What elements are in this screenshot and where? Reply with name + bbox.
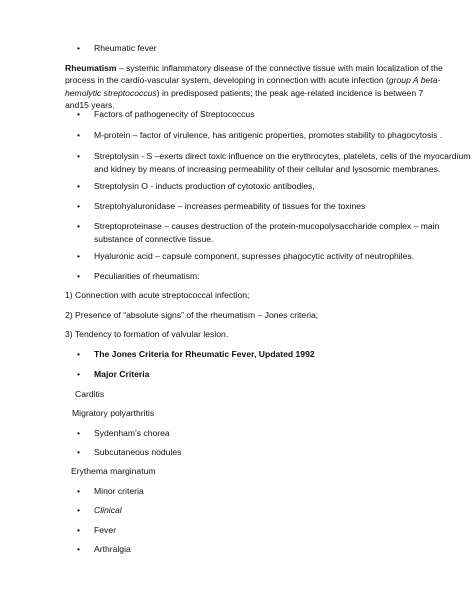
numbered-item: 2) Presence of “absolute signs” of the rheumatism – Jones criteria; bbox=[65, 310, 319, 320]
list-item-text: Fever bbox=[94, 525, 116, 535]
list-item-text: and kidney by means of increasing permeability of their cellular and lysosomic membranes. bbox=[94, 164, 441, 174]
bullet-icon: • bbox=[77, 525, 81, 535]
jones-criteria-heading: The Jones Criteria for Rheumatic Fever, Updated 1992 bbox=[94, 349, 315, 359]
numbered-item: 1) Connection with acute streptococcal infection; bbox=[65, 290, 250, 300]
list-item-text: Streptoproteinase – causes destruction of the protein-mucopolysaccharide complex – main bbox=[94, 221, 440, 231]
list-item-text: Arthralgia bbox=[94, 544, 131, 554]
clinical-subheading: Clinical bbox=[94, 505, 122, 515]
major-criteria-heading: Major Criteria bbox=[94, 369, 150, 379]
bullet-icon: • bbox=[77, 505, 81, 515]
bullet-icon: • bbox=[77, 447, 81, 457]
bullet-icon: • bbox=[77, 428, 81, 438]
definition-paragraph bbox=[65, 62, 445, 112]
bullet-icon: • bbox=[77, 109, 81, 119]
list-item-text: Hyaluronic acid – capsule component, supresses phagocytic activity of neutrophiles. bbox=[94, 251, 415, 261]
list-item-text: Peculiarities of rheumatism: bbox=[94, 271, 200, 281]
bullet-icon: • bbox=[77, 486, 81, 496]
definition-italic: group A beta-hemolytic streptococcus bbox=[65, 75, 441, 98]
list-item-text: Streptohyaluronidase – increases permeability of tissues for the toxines bbox=[94, 201, 366, 211]
numbered-item: 3) Tendency to formation of valvular lesion. bbox=[65, 329, 229, 339]
bullet-icon: • bbox=[77, 369, 81, 379]
bullet-icon: • bbox=[77, 251, 81, 261]
bullet-icon: • bbox=[77, 221, 81, 231]
bullet-icon: • bbox=[77, 349, 81, 359]
list-item-text: Rheumatic fever bbox=[94, 43, 157, 53]
bullet-icon: • bbox=[77, 181, 81, 191]
criteria-item: Carditis bbox=[75, 389, 105, 399]
term-rheumatism: Rheumatism bbox=[65, 63, 117, 73]
bullet-icon: • bbox=[77, 151, 81, 161]
list-item-text: substance of connective tissue. bbox=[94, 234, 214, 244]
list-item-text: Sydenham's chorea bbox=[94, 428, 170, 438]
definition-text: – systemic inflammatory disease of the connective tissue with main localization of the process in the cardio-vascular system, developing in connection with acute infection ( bbox=[65, 63, 443, 86]
list-item-text: Factors of pathogenecity of Streptococcus bbox=[94, 109, 255, 119]
bullet-icon: • bbox=[77, 271, 81, 281]
list-item-text: M-protein – factor of virulence, has antigenic properties, promotes stability to phagocytosis . bbox=[94, 130, 443, 140]
bullet-icon: • bbox=[77, 130, 81, 140]
list-item-text: Subcutaneous nodules bbox=[94, 447, 182, 457]
list-item-text: Minor criteria bbox=[94, 486, 144, 496]
list-item-text: Streptolysin O - inducts production of cytotoxic antibodies, bbox=[94, 181, 315, 191]
list-item-text: Streptolysin - S –exerts direct toxic influence on the erythrocytes, platelets, cells of the myocardium bbox=[94, 151, 471, 161]
bullet-icon: • bbox=[77, 201, 81, 211]
criteria-item: Migratory polyarthritis bbox=[72, 408, 155, 418]
bullet-icon: • bbox=[77, 43, 81, 53]
definition-text-end: ) in predisposed patients; the peak age-related incidence is between 7 and15 years. bbox=[65, 87, 424, 111]
bullet-icon: • bbox=[77, 544, 81, 554]
criteria-item: Erythema marginatum bbox=[71, 466, 156, 476]
